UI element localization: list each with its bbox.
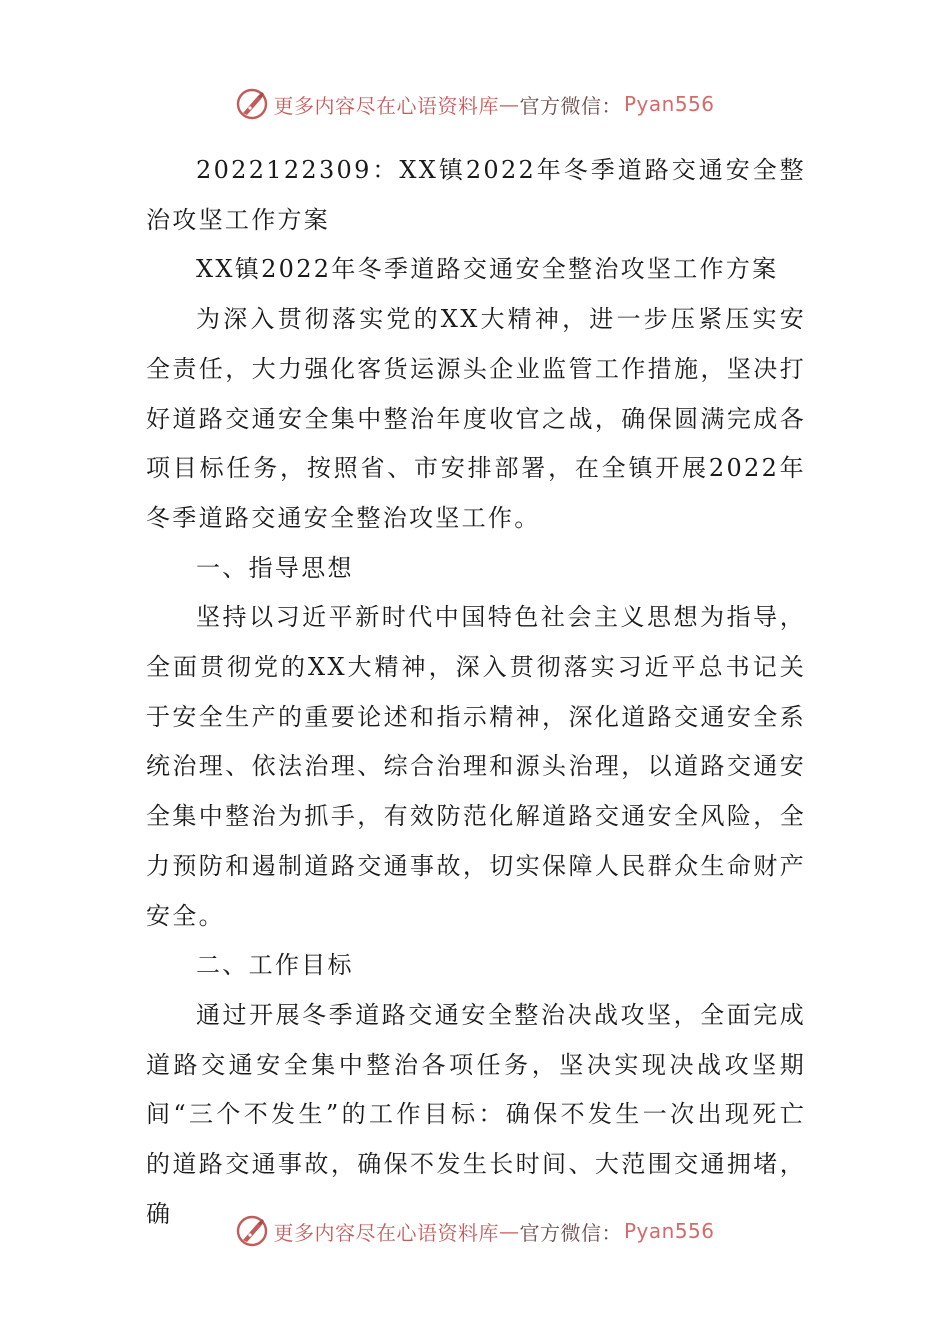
watermark-label: 官方微信： (519, 1220, 622, 1245)
watermark-header (0, 84, 950, 124)
watermark-label: 官方微信： (519, 93, 622, 118)
watermark-separator: — (498, 1219, 520, 1243)
intro-paragraph: 为深入贯彻落实党的XX大精神，进一步压紧压实安全责任，大力强化客货运源头企业监管工作措施，坚决打好道路交通安全集中整治年度收官之战，确保圆满完成各项目标任务，按照省、市安排部署，在全镇开展2022年冬季道路交通安全整治攻坚工作。 (146, 305, 806, 532)
watermark-id: Pyan556 (623, 1219, 715, 1243)
watermark-text: 更多内容尽在心语资料库 (273, 1220, 499, 1245)
section2-paragraph: 通过开展冬季道路交通安全整治决战攻坚，全面完成道路交通安全集中整治各项任务，坚决实现决战攻坚期间“三个不发生”的工作目标：确保不发生一次出现死亡的道路交通事故，确保不发生长时间、大范围交通拥堵，确 (146, 1000, 806, 1228)
watermark-text: 更多内容尽在心语资料库 (273, 93, 499, 118)
pen-nib-circle-icon (235, 87, 269, 121)
section1-paragraph: 坚持以习近平新时代中国特色社会主义思想为指导，全面贯彻党的XX大精神，深入贯彻落实习近平总书记关于安全生产的重要论述和指示精神，深化道路交通安全系统治理、依法治理、综合治理和源头治理，以道路交通安全集中整治为抓手，有效防范化解道路交通安全风险，全力预防和遏制道路交通事故，切实保障人民群众生命财产安全。 (146, 603, 806, 930)
section1-heading: 一、指导思想 (196, 553, 354, 582)
watermark-id: Pyan556 (623, 92, 715, 116)
watermark-footer (0, 1211, 950, 1251)
watermark-separator: — (498, 92, 520, 116)
section2-heading: 二、工作目标 (196, 951, 354, 980)
pen-nib-circle-icon (235, 1214, 269, 1248)
document-subtitle: XX镇2022年冬季道路交通安全整治攻坚工作方案 (196, 255, 779, 284)
document-body (146, 146, 806, 1239)
document-title: 2022122309：XX镇2022年冬季道路交通安全整治攻坚工作方案 (146, 156, 806, 234)
